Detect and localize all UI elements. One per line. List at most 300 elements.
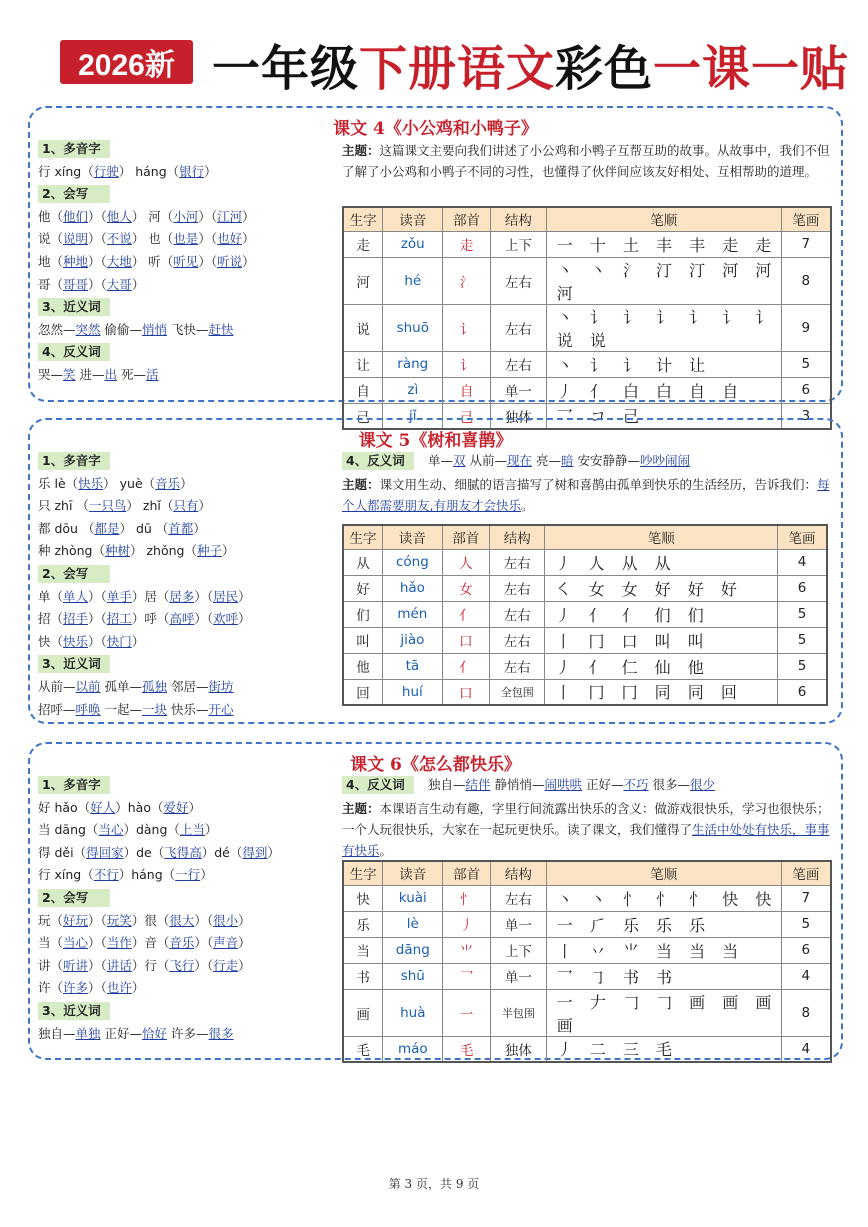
- answer-word: 恰好: [142, 1025, 168, 1041]
- pinyin-cell: lè: [383, 911, 443, 937]
- stroke-count-cell: 7: [781, 231, 831, 257]
- section-tag: 1、多音字: [38, 140, 110, 158]
- text-part: ） dū （: [119, 520, 169, 536]
- text-part: 忽然—: [38, 321, 76, 337]
- theme-text: 课文用生动、细腻的语言描写了树和喜鹊由孤单到快乐的生活经历，告诉我们：: [379, 477, 818, 492]
- polyphone-row: [38, 842, 280, 865]
- answer-word: 赶快: [208, 321, 234, 337]
- synonym-row: [38, 1023, 280, 1046]
- table-row: [343, 257, 831, 304]
- answer-word: 快门: [106, 633, 132, 649]
- answer-word: 一只鸟: [88, 498, 127, 514]
- radical-cell: 走: [443, 231, 491, 257]
- text-part: 招（: [38, 611, 64, 627]
- answer-word: 现在: [507, 453, 533, 468]
- table-header-row: [343, 207, 831, 231]
- answer-word: 种地: [63, 253, 89, 269]
- answer-word: 江河: [217, 208, 243, 224]
- text-part: ）（: [88, 980, 107, 996]
- answer-word: 很多: [208, 1025, 234, 1041]
- answer-word: 很小: [213, 912, 239, 928]
- answer-word: 声音: [213, 935, 239, 951]
- text-part: ）: [238, 935, 251, 951]
- antonym-row: [38, 364, 255, 387]
- answer-word: 当心: [63, 935, 89, 951]
- text-part: ） 也（: [131, 231, 174, 247]
- text-part: ）: [221, 543, 235, 559]
- text-part: 从前—: [465, 453, 508, 468]
- text-part: ）居（: [131, 588, 170, 604]
- char-cell: 己: [343, 403, 383, 429]
- text-part: ）: [200, 867, 213, 883]
- answer-word: 吵吵闹闹: [640, 453, 691, 468]
- stroke-order-cell: 丨 冂 口 叫 叫: [545, 627, 778, 653]
- structure-cell: 左右: [491, 351, 547, 377]
- theme-highlight: 生活中处处有快乐，事事有快乐: [342, 822, 830, 858]
- column-header: 读音: [383, 861, 443, 885]
- answer-word: 一行: [175, 867, 201, 883]
- answer-word: 一块: [142, 701, 168, 717]
- table-row: [343, 231, 831, 257]
- structure-cell: 单一: [491, 377, 547, 403]
- lesson-theme: [342, 798, 832, 861]
- answer-word: 笑: [63, 366, 76, 382]
- answer-word: 大哥: [106, 276, 132, 292]
- polyphone-row: [38, 495, 251, 518]
- text-part: 死—: [117, 366, 147, 382]
- text-part: ）（: [194, 588, 214, 604]
- answer-word: 玩笑: [106, 912, 132, 928]
- column-header: 笔画: [781, 207, 831, 231]
- answer-word: 悄悄: [142, 321, 168, 337]
- text-part: ）呼（: [131, 611, 170, 627]
- text-part: 单（: [38, 588, 64, 604]
- answer-word: 快乐: [63, 633, 89, 649]
- structure-cell: 独体: [491, 1036, 547, 1062]
- lesson-5-card: [28, 418, 843, 724]
- section-tag: 4、反义词: [38, 343, 110, 361]
- radical-cell: 己: [443, 403, 491, 429]
- text-part: 许（: [38, 980, 64, 996]
- radical-cell: ⺌: [443, 937, 491, 963]
- pinyin-cell: shū: [383, 963, 443, 989]
- column-header: 结构: [490, 525, 545, 549]
- text-part: ）音（: [131, 935, 170, 951]
- answer-word: 欢呼: [213, 611, 239, 627]
- pinyin-cell: hǎo: [383, 575, 443, 601]
- answer-word: 爱好: [163, 799, 189, 815]
- lesson-theme: [342, 140, 832, 182]
- text-part: ）: [238, 912, 251, 928]
- stroke-order-cell: 丿 二 三 毛: [546, 1036, 781, 1062]
- answer-word: 开心: [208, 701, 234, 717]
- radical-cell: 女: [442, 575, 489, 601]
- table-row: [343, 937, 831, 963]
- char-cell: 走: [343, 231, 383, 257]
- stroke-count-cell: 4: [781, 1036, 831, 1062]
- pinyin-cell: dāng: [383, 937, 443, 963]
- stroke-order-cell: ㇛ 女 女 好 好 好: [545, 575, 778, 601]
- structure-cell: 左右: [490, 653, 545, 679]
- table-row: [343, 377, 831, 403]
- text-part: 一起—: [100, 701, 143, 717]
- text-part: ）（: [88, 611, 107, 627]
- structure-cell: 半包围: [491, 989, 547, 1036]
- text-part: ）háng（: [118, 867, 176, 883]
- text-part: ）（: [194, 611, 214, 627]
- theme-end: 。: [379, 843, 393, 858]
- structure-cell: 左右: [490, 601, 545, 627]
- radical-cell: 一: [443, 989, 491, 1036]
- answer-word: 当心: [98, 822, 124, 838]
- text-part: 玩（: [38, 912, 64, 928]
- polyphone-row: [38, 797, 280, 820]
- answer-word: 音乐: [155, 475, 181, 491]
- char-cell: 说: [343, 304, 383, 351]
- structure-cell: 左右: [490, 549, 545, 575]
- char-cell: 乐: [343, 911, 383, 937]
- radical-cell: 乛: [443, 963, 491, 989]
- answer-word: 得回家: [86, 844, 124, 860]
- text-part: 行 xíng（: [38, 867, 94, 883]
- table-row: [343, 351, 831, 377]
- radical-cell: 亻: [442, 653, 489, 679]
- radical-cell: 人: [442, 549, 489, 575]
- answer-word: 种子: [196, 543, 222, 559]
- answer-word: 街坊: [208, 678, 234, 694]
- section-tag: 4、反义词: [342, 776, 414, 794]
- text-part: 单—: [428, 453, 454, 468]
- structure-cell: 单一: [491, 963, 547, 989]
- writing-row: [38, 586, 251, 609]
- section-tag: 1、多音字: [38, 776, 110, 794]
- char-cell: 他: [343, 653, 383, 679]
- column-header: 读音: [383, 525, 443, 549]
- text-part: ）（: [88, 208, 107, 224]
- text-part: 行 xíng（: [38, 163, 94, 179]
- char-cell: 书: [343, 963, 383, 989]
- stroke-count-cell: 6: [781, 377, 831, 403]
- text-part: ）: [238, 611, 251, 627]
- table-row: [343, 575, 827, 601]
- answer-word: 音乐: [169, 935, 195, 951]
- answer-word: 招工: [106, 611, 132, 627]
- text-part: 种 zhòng（: [38, 543, 105, 559]
- antonym-words: [428, 453, 690, 468]
- text-part: 好 hǎo（: [38, 799, 91, 815]
- theme-text: 这篇课文主要向我们讲述了小公鸡和小鸭子互帮互助的故事。从故事中，我们不但了解了小公鸡和小鸭子不同的习性，也懂得了伙伴间应该友好相处、互相帮助的道理。: [342, 143, 830, 179]
- theme-label: 主题：: [342, 477, 380, 492]
- title-part: 一课一贴: [653, 41, 850, 97]
- column-header: 生字: [343, 525, 383, 549]
- char-cell: 们: [343, 601, 383, 627]
- writing-row: [38, 955, 280, 978]
- answer-word: 很大: [169, 912, 195, 928]
- theme-highlight: 每个人都需要朋友,有朋友才会快乐: [342, 477, 830, 513]
- radical-cell: 自: [443, 377, 491, 403]
- section-tag: 3、近义词: [38, 298, 110, 316]
- text-part: ）（: [88, 957, 107, 973]
- radical-cell: 口: [442, 679, 489, 705]
- answer-word: 也好: [217, 231, 243, 247]
- answer-word: 小河: [173, 208, 199, 224]
- answer-word: 突然: [75, 321, 101, 337]
- answer-word: 也是: [173, 231, 199, 247]
- answer-word: 听说: [217, 253, 243, 269]
- column-header: 部首: [442, 525, 489, 549]
- structure-cell: 左右: [490, 627, 545, 653]
- text-part: 他（: [38, 208, 64, 224]
- lesson-theme: [342, 474, 832, 516]
- text-part: 哥（: [38, 276, 64, 292]
- answer-word: 当作: [106, 935, 132, 951]
- text-part: 很多—: [648, 777, 691, 792]
- radical-cell: 讠: [443, 304, 491, 351]
- text-part: ）（: [88, 935, 107, 951]
- page-header: [0, 30, 868, 97]
- lesson-6-card: [28, 742, 843, 1060]
- pinyin-cell: mén: [383, 601, 443, 627]
- polyphone-row: [38, 540, 251, 563]
- char-table: [342, 206, 832, 430]
- structure-cell: 独体: [491, 403, 547, 429]
- stroke-count-cell: 9: [781, 304, 831, 351]
- answer-word: 好玩: [63, 912, 89, 928]
- section-tag: 2、会写: [38, 889, 110, 907]
- stroke-order-cell: 一 ⺁ 乐 乐 乐: [546, 911, 781, 937]
- structure-cell: 左右: [490, 575, 545, 601]
- text-part: ）: [131, 633, 145, 649]
- answer-word: 首都: [168, 520, 194, 536]
- text-part: ） 河（: [131, 208, 174, 224]
- answer-word: 双: [453, 453, 466, 468]
- stroke-count-cell: 7: [781, 885, 831, 911]
- writing-row: [38, 608, 251, 631]
- answer-word: 孤独: [142, 678, 168, 694]
- pinyin-cell: huà: [383, 989, 443, 1036]
- antonym-row: [342, 774, 832, 796]
- char-cell: 从: [343, 549, 383, 575]
- table-row: [343, 963, 831, 989]
- writing-row: [38, 251, 255, 274]
- stroke-order-cell: 丨 丷 ⺌ 当 当 当: [546, 937, 781, 963]
- char-cell: 快: [343, 885, 383, 911]
- answer-word: 以前: [75, 678, 101, 694]
- antonym-words: [428, 777, 715, 792]
- pinyin-cell: máo: [383, 1036, 443, 1062]
- lesson-5-left: [38, 450, 251, 721]
- structure-cell: 左右: [491, 257, 547, 304]
- answer-word: 都是: [94, 520, 120, 536]
- text-part: 当 dāng（: [38, 822, 99, 838]
- column-header: 笔顺: [546, 207, 781, 231]
- pinyin-cell: zǒu: [383, 231, 443, 257]
- text-part: ）: [131, 980, 145, 996]
- text-part: ）dàng（: [123, 822, 180, 838]
- text-part: ）: [180, 475, 193, 491]
- text-part: ）（: [88, 276, 107, 292]
- text-part: 静悄悄—: [490, 777, 545, 792]
- text-part: 招呼—: [38, 701, 76, 717]
- text-part: ）: [238, 588, 251, 604]
- text-part: ）（: [88, 633, 107, 649]
- text-part: ）: [204, 163, 217, 179]
- text-part: ）（: [198, 208, 218, 224]
- pinyin-cell: cóng: [383, 549, 443, 575]
- text-part: ） zhǒng（: [129, 543, 197, 559]
- pinyin-cell: hé: [383, 257, 443, 304]
- theme-label: 主题：: [342, 143, 380, 158]
- answer-word: 也许: [106, 980, 132, 996]
- writing-row: [38, 274, 255, 297]
- answer-word: 行驶: [93, 163, 119, 179]
- stroke-count-cell: 6: [778, 575, 827, 601]
- column-header: 笔顺: [546, 861, 781, 885]
- pinyin-cell: jǐ: [383, 403, 443, 429]
- answer-word: 很少: [690, 777, 716, 792]
- stroke-count-cell: 5: [778, 601, 827, 627]
- answer-word: 飞行: [169, 957, 195, 973]
- text-part: 从前—: [38, 678, 76, 694]
- char-cell: 叫: [343, 627, 383, 653]
- section-tag: 2、会写: [38, 185, 110, 203]
- stroke-order-cell: 乛 ㇆ 书 书: [546, 963, 781, 989]
- stroke-count-cell: 8: [781, 257, 831, 304]
- text-part: 许多—: [167, 1025, 209, 1041]
- answer-word: 他们: [63, 208, 89, 224]
- table-row: [343, 679, 827, 705]
- answer-word: 许多: [63, 980, 89, 996]
- stroke-count-cell: 4: [778, 549, 827, 575]
- text-part: 亮—: [532, 453, 562, 468]
- text-part: ） 听（: [131, 253, 174, 269]
- text-part: 乐 lè（: [38, 475, 79, 491]
- section-tag: 3、近义词: [38, 1002, 110, 1020]
- table-header-row: [343, 861, 831, 885]
- stroke-order-cell: 丶 讠 讠 讠 讠 讠 讠 说 说: [546, 304, 781, 351]
- answer-word: 行走: [213, 957, 239, 973]
- radical-cell: 氵: [443, 257, 491, 304]
- char-table: [342, 860, 832, 1063]
- text-part: 讲（: [38, 957, 64, 973]
- text-part: ）: [188, 799, 201, 815]
- pinyin-cell: kuài: [383, 885, 443, 911]
- text-part: 孤单—: [100, 678, 143, 694]
- text-part: 正好—: [582, 777, 624, 792]
- column-header: 部首: [443, 207, 491, 231]
- table-row: [343, 549, 827, 575]
- table-header-row: [343, 525, 827, 549]
- pinyin-cell: ràng: [383, 351, 443, 377]
- pinyin-cell: tā: [383, 653, 443, 679]
- stroke-count-cell: 5: [778, 627, 827, 653]
- section-tag: 3、近义词: [38, 655, 110, 673]
- radical-cell: 口: [442, 627, 489, 653]
- text-part: ）hào（: [115, 799, 164, 815]
- text-part: ）: [242, 253, 255, 269]
- title-part: 一年级: [212, 41, 360, 97]
- text-part: 当（: [38, 935, 64, 951]
- answer-word: 不说: [106, 231, 132, 247]
- answer-word: 哥哥: [63, 276, 89, 292]
- stroke-count-cell: 6: [778, 679, 827, 705]
- answer-word: 上当: [179, 822, 205, 838]
- radical-cell: 忄: [443, 885, 491, 911]
- answer-word: 飞得高: [164, 844, 202, 860]
- answer-word: 不巧: [623, 777, 649, 792]
- text-part: ）dé（: [201, 844, 243, 860]
- stroke-order-cell: 一 𠂇 𠃌 𠃌 画 画 画 画: [546, 989, 781, 1036]
- answer-word: 只有: [173, 498, 199, 514]
- theme-end: 。: [520, 498, 534, 513]
- lesson-6-left: [38, 774, 280, 1045]
- text-part: 独自—: [38, 1025, 76, 1041]
- lesson-title: 课文 4《小公鸡和小鸭子》: [333, 119, 538, 139]
- answer-word: 听见: [173, 253, 199, 269]
- char-cell: 自: [343, 377, 383, 403]
- text-part: ）（: [194, 957, 214, 973]
- text-part: ） háng（: [118, 163, 180, 179]
- pinyin-cell: shuō: [383, 304, 443, 351]
- text-part: ）: [198, 498, 211, 514]
- char-table: [342, 524, 828, 706]
- year-badge: 2026新: [60, 40, 193, 84]
- stroke-order-cell: 一 十 土 丰 丰 走 走: [546, 231, 781, 257]
- table-row: [343, 989, 831, 1036]
- stroke-order-cell: 丶 讠 讠 计 让: [546, 351, 781, 377]
- answer-word: 高呼: [169, 611, 195, 627]
- stroke-count-cell: 5: [781, 351, 831, 377]
- polyphone-row: [38, 518, 251, 541]
- text-part: ） zhǐ（: [126, 498, 174, 514]
- answer-word: 活: [146, 366, 159, 382]
- pinyin-cell: zì: [383, 377, 443, 403]
- text-part: ）de（: [123, 844, 165, 860]
- text-part: 快（: [38, 633, 64, 649]
- theme-text: 本课语言生动有趣，字里行间流露出快乐的含义：做游戏很快乐，学习也很快乐；一个人玩很快乐，大家在一起玩更快乐。读了课文，我们懂得了: [342, 801, 830, 837]
- answer-word: 快乐: [78, 475, 104, 491]
- text-part: ）: [242, 208, 255, 224]
- pinyin-cell: huí: [383, 679, 443, 705]
- writing-row: [38, 228, 255, 251]
- char-cell: 当: [343, 937, 383, 963]
- column-header: 笔顺: [545, 525, 778, 549]
- table-row: [343, 304, 831, 351]
- section-tag: 2、会写: [38, 565, 110, 583]
- answer-word: 不行: [93, 867, 119, 883]
- radical-cell: 亻: [442, 601, 489, 627]
- text-part: 进—: [75, 366, 105, 382]
- text-part: 地（: [38, 253, 64, 269]
- answer-word: 单手: [106, 588, 132, 604]
- text-part: ）（: [194, 912, 214, 928]
- text-part: 说（: [38, 231, 64, 247]
- lesson-4-left: [38, 138, 255, 387]
- synonym-row: [38, 676, 251, 699]
- stroke-count-cell: 4: [781, 963, 831, 989]
- char-cell: 画: [343, 989, 383, 1036]
- writing-row: [38, 631, 251, 654]
- radical-cell: 丿: [443, 911, 491, 937]
- table-row: [343, 885, 831, 911]
- char-cell: 河: [343, 257, 383, 304]
- stroke-count-cell: 8: [781, 989, 831, 1036]
- char-cell: 让: [343, 351, 383, 377]
- text-part: ）很（: [131, 912, 170, 928]
- stroke-count-cell: 3: [781, 403, 831, 429]
- stroke-order-cell: 丿 人 从 从: [545, 549, 778, 575]
- answer-word: 单独: [75, 1025, 101, 1041]
